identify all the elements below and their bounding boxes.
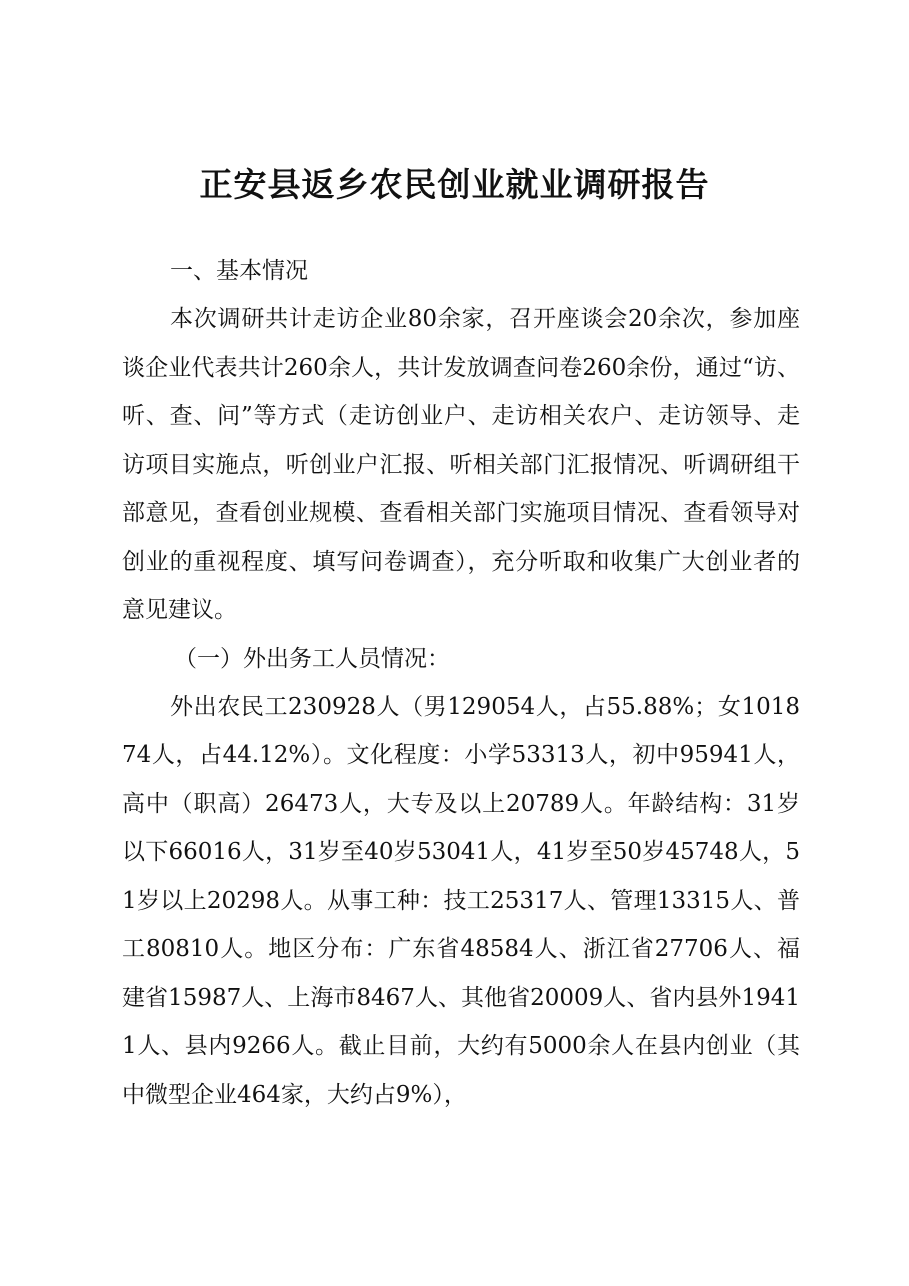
section-heading-basic-situation: 一、基本情况 bbox=[170, 258, 308, 284]
paragraph-survey-overview: 本次调研共计走访企业80余家，召开座谈会20余次，参加座谈企业代表共计260余人，共计发放调查问卷260余份，通过“访、听、查、问”等方式（走访创业户、走访相关农户、走访领导、走访项目实施点，听创业户汇报、听相关部门汇报情况、听调研组干部意见，查看创业规模、查看相关部门实施项目情况、查看领导对创业的重视程度、填写问卷调查），充分听取和收集广大创业者的意见建议。 bbox=[122, 306, 800, 623]
document-title: 正安县返乡农民创业就业调研报告 bbox=[199, 165, 710, 204]
subsection-heading-migrant-workers: （一）外出务工人员情况： bbox=[174, 645, 450, 672]
paragraph-migrant-worker-statistics: 外出农民工230928人（男129054人，占55.88%；女101874人，占44.12%）。文化程度：小学53313人，初中95941人，高中（职高）26473人，大专及以上20789人。年龄结构：31岁以下66016人，31岁至40岁53041人，41岁至50岁45748人，51岁以上20298人。从事工种：技工25317人、管理13315人、普工80810人。地区分布：广东省48584人、浙江省27706人、福建省15987人、上海市8467人、其他省20009人、省内县外19411人、县内9266人。截止目前，大约有5000余人在县内创业（其中微型企业464家，大约占9%）， bbox=[122, 693, 800, 1108]
document-body bbox=[122, 247, 800, 1119]
